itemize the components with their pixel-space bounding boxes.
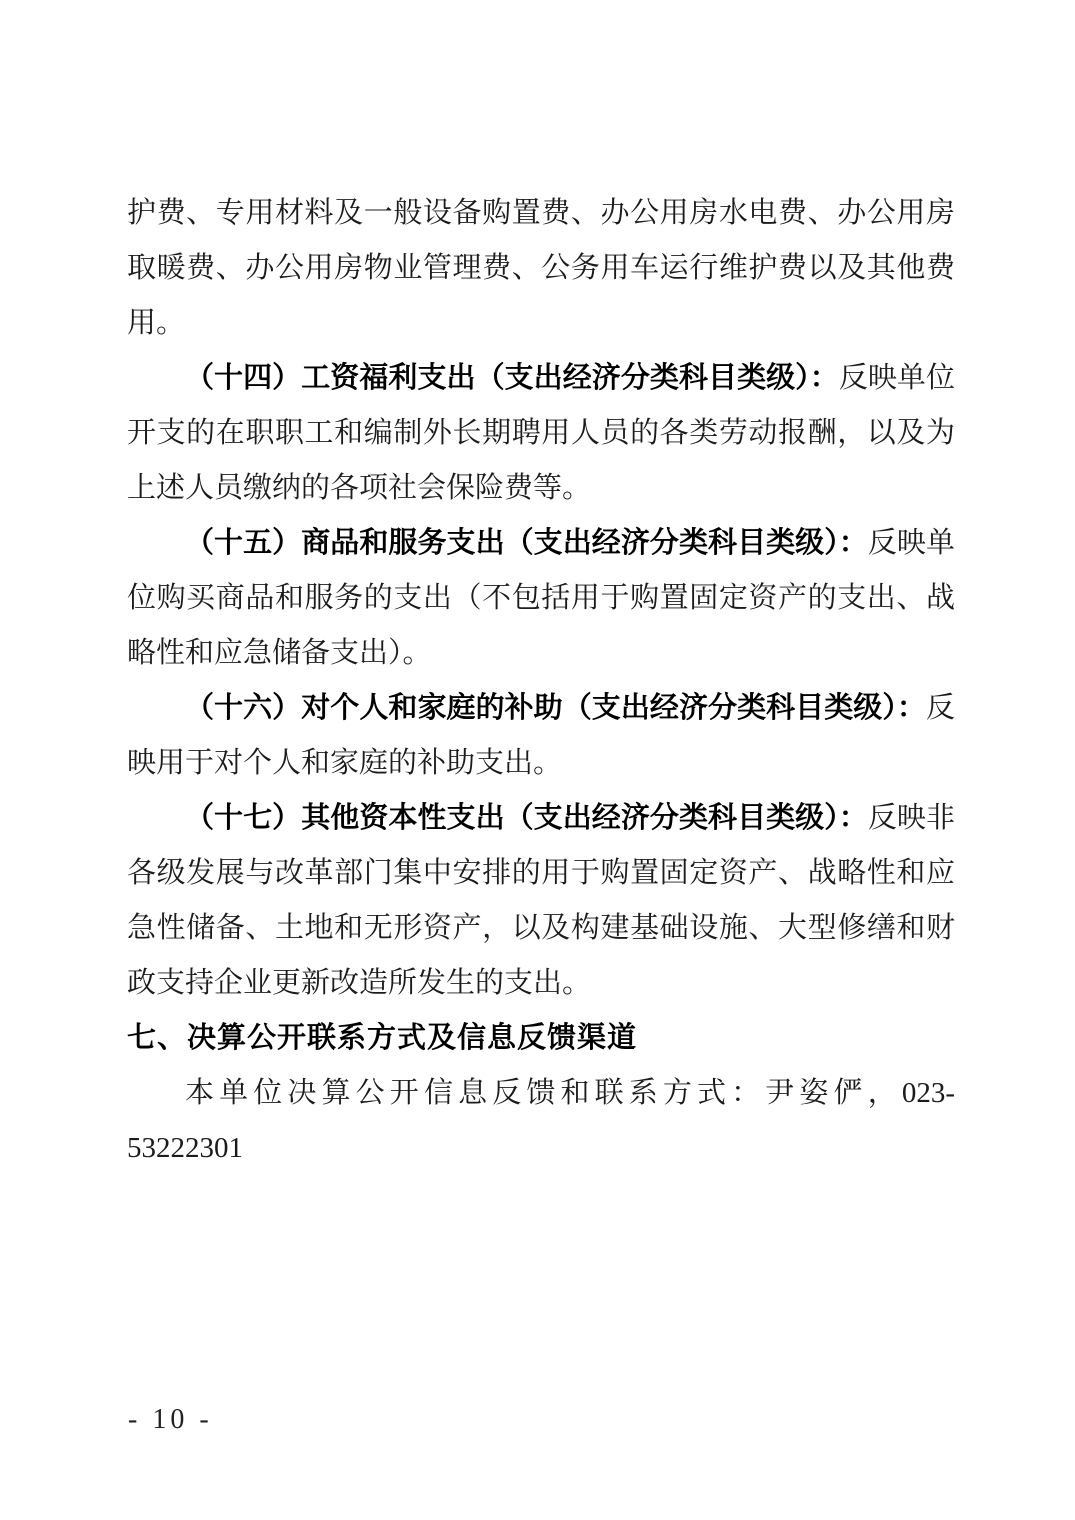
section-14-title: （十四）工资福利支出（支出经济分类科目类级）： xyxy=(185,362,839,394)
section-15-title: （十五）商品和服务支出（支出经济分类科目类级）： xyxy=(185,527,868,559)
contact-line: 本单位决算公开信息反馈和联系方式：尹姿俨，023-53222301 xyxy=(127,1077,955,1164)
section-16-title: （十六）对个人和家庭的补助（支出经济分类科目类级）： xyxy=(185,692,926,724)
section-15-text: 反映单位购买商品和服务的支出（不包括用于购置固定资产的支出、战略性和应急储备支出）。 xyxy=(127,527,955,669)
section-17-text: 反映非各级发展与改革部门集中安排的用于购置固定资产、战略性和应急性储备、土地和无形资产，以及构建基础设施、大型修缮和财政支持企业更新改造所发生的支出。 xyxy=(127,802,955,999)
section-16-text: 反映用于对个人和家庭的补助支出。 xyxy=(127,692,955,779)
section-15-paragraph xyxy=(127,516,955,681)
section-14-paragraph xyxy=(127,351,955,516)
section-heading-seven: 七、决算公开联系方式及信息反馈渠道 xyxy=(127,1022,638,1054)
section-17-paragraph xyxy=(127,791,955,1011)
page-number: - 10 - xyxy=(128,1404,213,1435)
document-body xyxy=(127,186,955,1176)
section-17-title: （十七）其他资本性支出（支出经济分类科目类级）： xyxy=(185,802,868,834)
paragraph-continuation: 护费、专用材料及一般设备购置费、办公用房水电费、办公用房取暖费、办公用房物业管理费、公务用车运行维护费以及其他费用。 xyxy=(127,197,955,339)
section-14-text: 反映单位开支的在职职工和编制外长期聘用人员的各类劳动报酬，以及为上述人员缴纳的各项社会保险费等。 xyxy=(127,362,955,504)
section-16-paragraph xyxy=(127,681,955,791)
